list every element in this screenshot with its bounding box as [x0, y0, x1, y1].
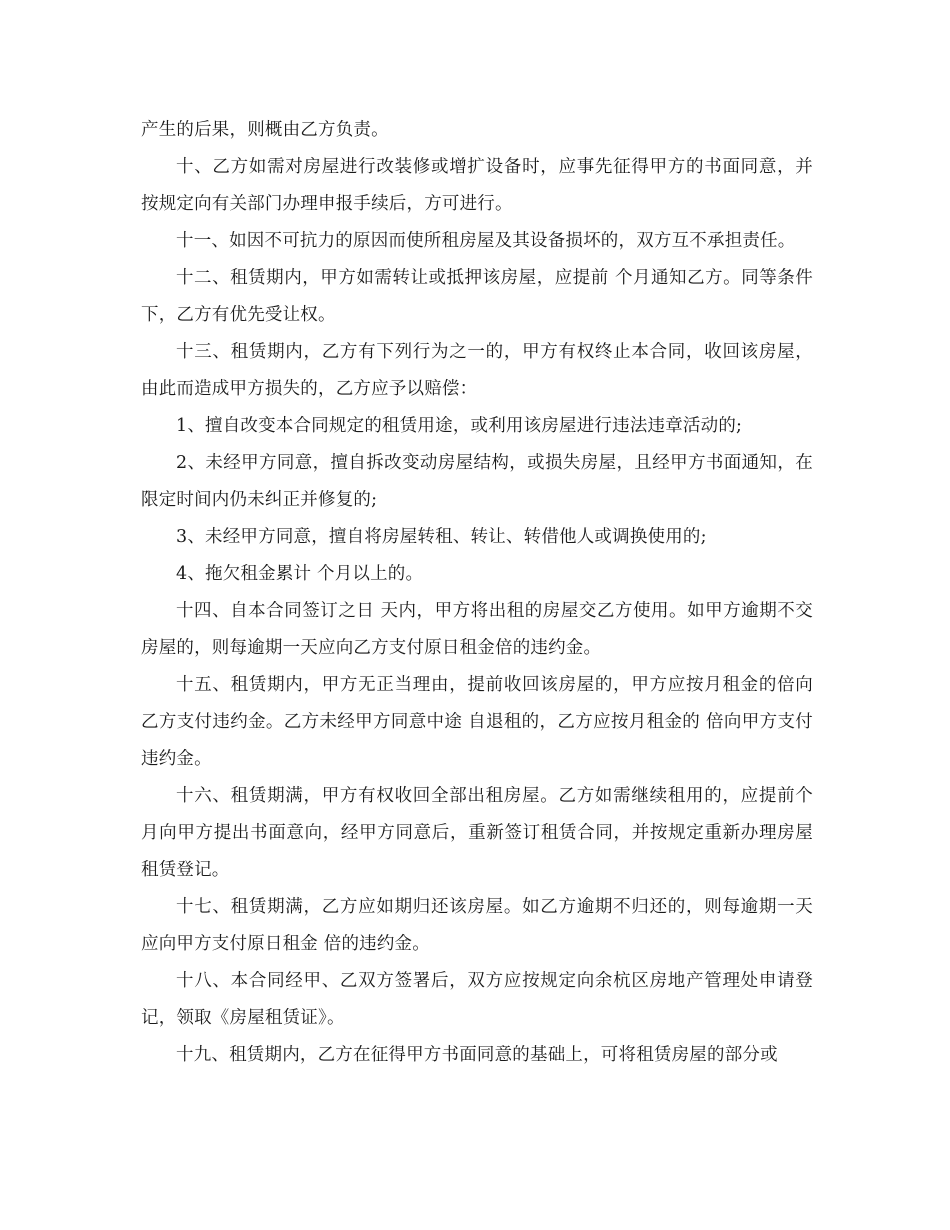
clause-17: 十七、租赁期满，乙方应如期归还该房屋。如乙方逾期不归还的，则每逾期一天应向甲方支付原日租金 倍的违约金。	[141, 897, 813, 954]
clause-11: 十一、如因不可抗力的原因而使所租房屋及其设备损坏的，双方互不承担责任。	[176, 231, 796, 251]
clause-14: 十四、自本合同签订之日 天内，甲方将出租的房屋交乙方使用。如甲方逾期不交房屋的，则每逾期一天应向乙方支付原日租金倍的违约金。	[141, 601, 813, 658]
clause-15: 十五、租赁期内，甲方无正当理由，提前收回该房屋的，甲方应按月租金的倍向乙方支付违约金。乙方未经甲方同意中途 自退租的，乙方应按月租金的 倍向甲方支付违约金。	[141, 675, 813, 769]
paragraph-continuation: 产生的后果，则概由乙方负责。	[141, 120, 389, 140]
clause-13: 十三、租赁期内，乙方有下列行为之一的，甲方有权终止本合同，收回该房屋，由此而造成甲方损失的，乙方应予以赔偿：	[141, 342, 813, 399]
clause-19: 十九、租赁期内，乙方在征得甲方书面同意的基础上，可将租赁房屋的部分或	[176, 1045, 778, 1065]
clause-13-item-4: 4、拖欠租金累计 个月以上的。	[176, 564, 424, 584]
clause-12: 十二、租赁期内，甲方如需转让或抵押该房屋，应提前 个月通知乙方。同等条件下，乙方有优先受让权。	[141, 268, 813, 325]
clause-13-item-3: 3、未经甲方同意，擅自将房屋转租、转让、转借他人或调换使用的;	[176, 527, 707, 547]
clause-10: 十、乙方如需对房屋进行改装修或增扩设备时，应事先征得甲方的书面同意，并按规定向有关部门办理申报手续后，方可进行。	[141, 157, 813, 214]
clause-18: 十八、本合同经甲、乙双方签署后，双方应按规定向余杭区房地产管理处申请登记，领取《房屋租赁证》。	[141, 971, 813, 1028]
contract-body	[141, 112, 813, 1074]
clause-13-item-2: 2、未经甲方同意，擅自拆改变动房屋结构，或损失房屋，且经甲方书面通知，在限定时间内仍未纠正并修复的;	[141, 453, 813, 510]
clause-13-item-1: 1、擅自改变本合同规定的租赁用途，或利用该房屋进行违法违章活动的;	[176, 416, 743, 436]
clause-16: 十六、租赁期满，甲方有权收回全部出租房屋。乙方如需继续租用的，应提前个月向甲方提出书面意向，经甲方同意后，重新签订租赁合同，并按规定重新办理房屋租赁登记。	[141, 786, 813, 880]
